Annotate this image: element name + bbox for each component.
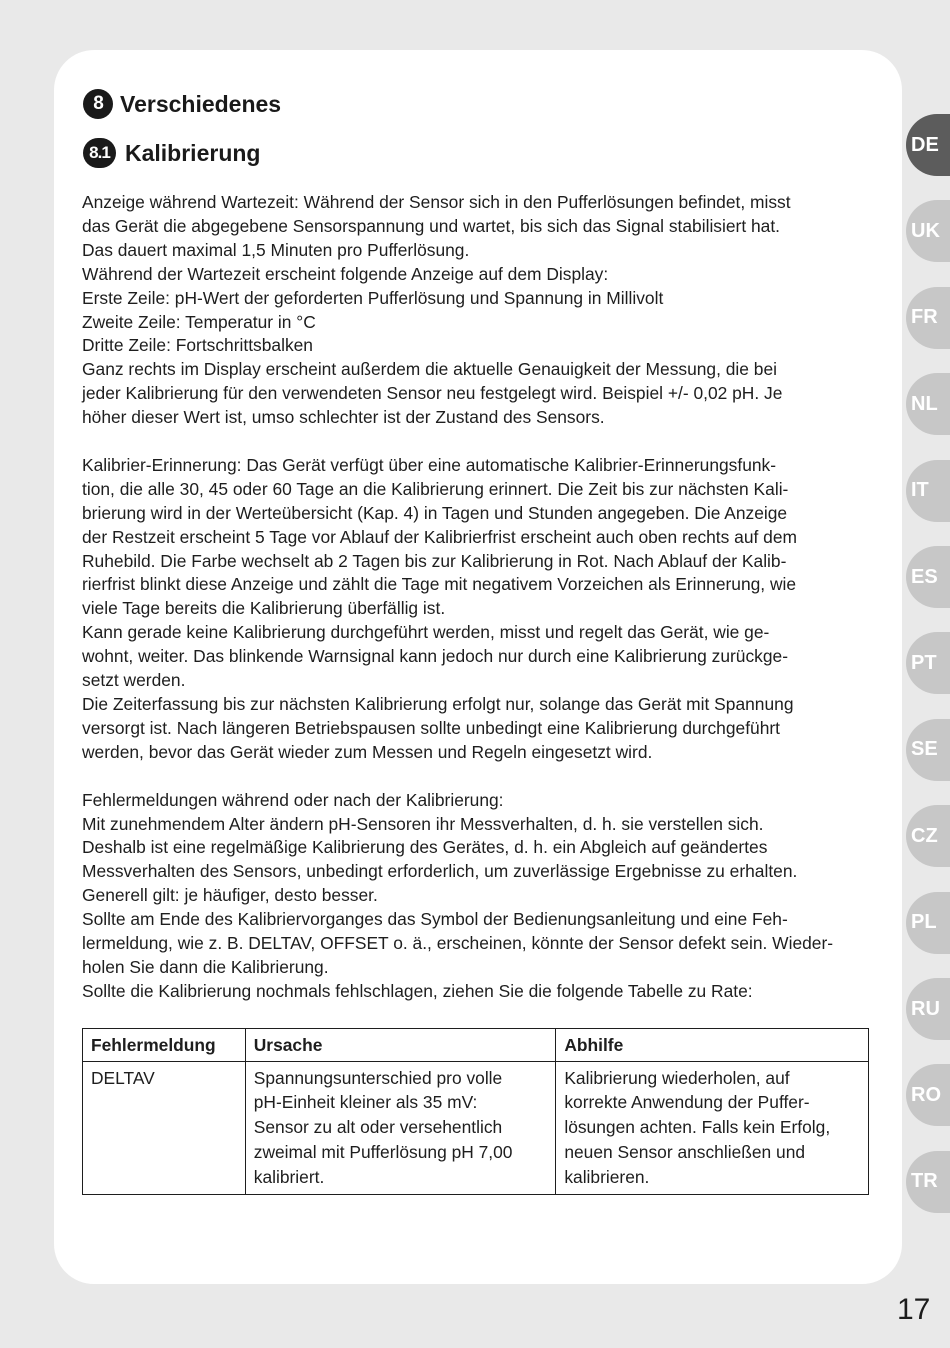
cause-line: Sensor zu alt oder versehentlich — [253, 1117, 503, 1138]
body-line: Sollte die Kalibrierung nochmals fehlschlagen, ziehen Sie die folgende Tabelle zu Rate: — [82, 980, 753, 1001]
body-line: Dritte Zeile: Fortschrittsbalken — [82, 335, 313, 356]
cell-cause — [245, 1061, 556, 1195]
subsection-heading — [83, 138, 260, 168]
body-text — [82, 191, 882, 1004]
cause-line: kalibriert. — [253, 1166, 325, 1187]
body-line: Fehlermeldungen während oder nach der Kalibrierung: — [82, 789, 504, 810]
body-line: tion, die alle 30, 45 oder 60 Tage an die Kalibrierung erinnert. Die Zeit bis zur nächsten Kali- — [82, 478, 789, 499]
body-line: wohnt, weiter. Das blinkende Warnsignal kann jedoch nur durch eine Kalibrierung zurückge- — [82, 646, 789, 667]
language-tab-es[interactable]: ES — [906, 546, 950, 608]
body-line: das Gerät die abgegebene Sensorspannung und wartet, bis sich das Signal stabilisiert hat. — [82, 215, 781, 236]
language-tab-cz[interactable]: CZ — [906, 805, 950, 867]
section-title: Verschiedenes — [120, 90, 282, 117]
section-heading — [83, 89, 281, 119]
remedy-line: korrekte Anwendung der Puffer- — [564, 1092, 810, 1113]
header-cause: Ursache — [245, 1029, 556, 1062]
cell-error: DELTAV — [83, 1061, 246, 1195]
body-line: lermeldung, wie z. B. DELTAV, OFFSET o. ä., erscheinen, könnte der Sensor defekt sein. Wieder- — [82, 933, 834, 954]
page-number: 17 — [897, 1293, 931, 1326]
body-line: holen Sie dann die Kalibrierung. — [82, 956, 329, 977]
cell-remedy — [556, 1061, 869, 1195]
language-tab-fr[interactable]: FR — [906, 287, 950, 349]
body-line: versorgt ist. Nach längeren Betriebspausen sollte unbedingt eine Kalibrierung durchgeführt — [82, 717, 780, 738]
body-line: viele Tage bereits die Kalibrierung überfällig ist. — [82, 598, 446, 619]
body-line: werden, bevor das Gerät wieder zum Messen und Regeln eingesetzt wird. — [82, 741, 653, 762]
paragraph-gap — [82, 430, 882, 454]
body-line: Generell gilt: je häufiger, desto besser. — [82, 885, 378, 906]
language-tab-se[interactable]: SE — [906, 719, 950, 781]
language-tab-pt[interactable]: PT — [906, 632, 950, 694]
language-tab-ru[interactable]: RU — [906, 978, 950, 1040]
body-line: Während der Wartezeit erscheint folgende Anzeige auf dem Display: — [82, 263, 609, 284]
body-line: Erste Zeile: pH-Wert der geforderten Pufferlösung und Spannung in Millivolt — [82, 287, 664, 308]
body-line: Deshalb ist eine regelmäßige Kalibrierung des Gerätes, d. h. ein Abgleich auf geändertes — [82, 837, 768, 858]
language-tab-uk[interactable]: UK — [906, 200, 950, 262]
body-line: höher dieser Wert ist, umso schlechter ist der Zustand des Sensors. — [82, 407, 605, 428]
language-tab-pl[interactable]: PL — [906, 892, 950, 954]
body-line: Ganz rechts im Display erscheint außerdem die aktuelle Genauigkeit der Messung, die bei — [82, 359, 778, 380]
body-line: Messverhalten des Sensors, unbedingt erforderlich, um zuverlässige Ergebnisse zu erhalten. — [82, 861, 798, 882]
body-line: Das dauert maximal 1,5 Minuten pro Pufferlösung. — [82, 239, 470, 260]
body-line: der Restzeit erscheint 5 Tage vor Ablauf der Kalibrierfrist erscheint auch oben rechts auf dem — [82, 526, 798, 547]
remedy-line: neuen Sensor anschließen und — [564, 1141, 806, 1162]
header-remedy: Abhilfe — [556, 1029, 869, 1062]
language-tabs — [906, 0, 950, 1348]
body-line: Kann gerade keine Kalibrierung durchgeführt werden, misst und regelt das Gerät, wie ge- — [82, 622, 770, 643]
remedy-line: Kalibrierung wiederholen, auf — [564, 1067, 790, 1088]
remedy-line: kalibrieren. — [564, 1166, 650, 1187]
body-line: Sollte am Ende des Kalibriervorganges das Symbol der Bedienungsanleitung und eine Feh- — [82, 909, 788, 930]
body-line: jeder Kalibrierung für den verwendeten Sensor neu festgelegt wird. Beispiel +/- 0,02 pH. Je — [82, 383, 783, 404]
body-line: setzt werden. — [82, 670, 186, 691]
table-row — [83, 1061, 869, 1195]
body-line: rierfrist blinkt diese Anzeige und zählt die Tage mit negativem Vorzeichen als Erinnerung, wie — [82, 574, 797, 595]
language-tab-ro[interactable]: RO — [906, 1064, 950, 1126]
error-table — [82, 1028, 869, 1195]
body-line: Mit zunehmendem Alter ändern pH-Sensoren ihr Messverhalten, d. h. sie verstellen sich. — [82, 813, 764, 834]
body-line: Ruhebild. Die Farbe wechselt ab 2 Tagen bis zur Kalibrierung in Rot. Nach Ablauf der Kalib- — [82, 550, 787, 571]
header-error: Fehlermeldung — [83, 1029, 246, 1062]
cause-line: pH-Einheit kleiner als 35 mV: — [253, 1092, 478, 1113]
subsection-number-badge: 8.1 — [83, 138, 116, 168]
body-line: Anzeige während Wartezeit: Während der Sensor sich in den Pufferlösungen befindet, misst — [82, 192, 791, 212]
section-number-badge: 8 — [83, 89, 113, 119]
cause-line: Spannungsunterschied pro volle — [253, 1067, 503, 1088]
remedy-line: lösungen achten. Falls kein Erfolg, — [564, 1117, 831, 1138]
table-header-row — [83, 1029, 869, 1062]
language-tab-it[interactable]: IT — [906, 460, 950, 522]
body-line: brierung wird in der Werteübersicht (Kap. 4) in Tagen und Stunden angegeben. Die Anzeige — [82, 502, 788, 523]
body-line: Die Zeiterfassung bis zur nächsten Kalibrierung erfolgt nur, solange das Gerät mit Spannung — [82, 694, 794, 715]
subsection-title: Kalibrierung — [125, 139, 261, 166]
cause-line: zweimal mit Pufferlösung pH 7,00 — [253, 1141, 513, 1162]
language-tab-tr[interactable]: TR — [906, 1151, 950, 1213]
body-line: Kalibrier-Erinnerung: Das Gerät verfügt über eine automatische Kalibrier-Erinnerungsfunk- — [82, 454, 777, 475]
body-line: Zweite Zeile: Temperatur in °C — [82, 311, 316, 332]
language-tab-nl[interactable]: NL — [906, 373, 950, 435]
paragraph-gap — [82, 765, 882, 789]
language-tab-de[interactable]: DE — [906, 114, 950, 176]
